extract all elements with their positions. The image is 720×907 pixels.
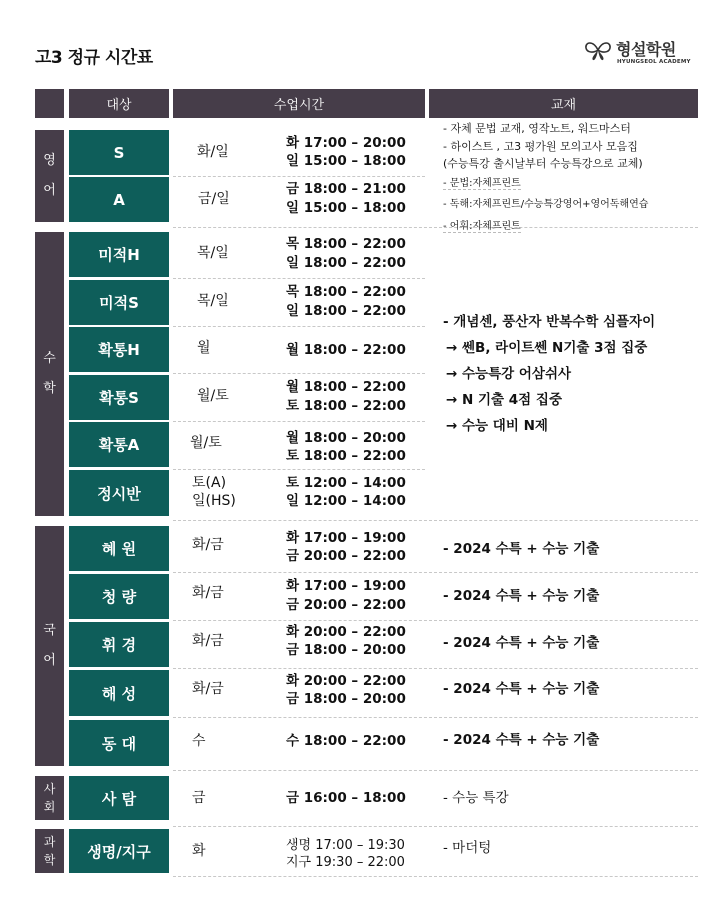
- group-label: 사: [43, 782, 56, 796]
- class-time: 금 18:00 – 21:00: [286, 181, 406, 197]
- row-divider: [173, 176, 425, 177]
- group-label: 회: [43, 800, 56, 814]
- subject-cell: A: [69, 177, 169, 222]
- class-time: 월 18:00 – 22:00: [286, 342, 406, 358]
- group-label: 과: [43, 835, 56, 849]
- subject-cell: 생명/지구: [69, 829, 169, 873]
- class-days: 화/금: [192, 681, 224, 697]
- row-divider: [173, 572, 698, 573]
- book-line: → 수능특강 어삼쉬사: [446, 366, 572, 382]
- class-days: 금: [192, 790, 206, 806]
- group-science: [35, 829, 64, 873]
- class-days-line: 토(A): [192, 475, 227, 491]
- book-line: (수능특강 출시날부터 수능특강으로 교체): [443, 157, 643, 170]
- subject-cell: 확통S: [69, 375, 169, 420]
- book-line: - 개념센, 풍산자 반복수학 심플자이: [443, 314, 656, 330]
- book-line: - 하이스트 , 고3 평가원 모의고사 모음집: [443, 140, 638, 153]
- class-days: 화: [192, 843, 206, 859]
- row-divider: [173, 826, 698, 827]
- header-book: 교재: [429, 89, 698, 118]
- class-days: 화/금: [192, 633, 224, 649]
- header-target: 대상: [69, 89, 169, 118]
- logo-subtitle: HYUNGSEOL ACADEMY: [617, 59, 691, 65]
- group-korean: [35, 526, 64, 766]
- class-time: 금 20:00 – 22:00: [286, 548, 406, 564]
- class-time: 토 12:00 – 14:00: [286, 475, 406, 491]
- class-time: 금 18:00 – 20:00: [286, 691, 406, 707]
- subject-cell: 해 성: [69, 670, 169, 716]
- book-line: - 자체 문법 교재, 영작노트, 워드마스터: [443, 122, 631, 135]
- class-days: 화/일: [197, 144, 229, 160]
- book-line: - 2024 수특 + 수능 기출: [443, 588, 600, 604]
- class-time: 일 15:00 – 18:00: [286, 153, 406, 169]
- row-divider: [173, 770, 698, 771]
- class-days: 월: [197, 340, 211, 356]
- class-time: 지구 19:30 – 22:00: [286, 855, 405, 870]
- class-time: 금 20:00 – 22:00: [286, 597, 406, 613]
- book-line: - 수능 특강: [443, 790, 509, 806]
- book-line: - 독해:자체프린트/수능특강영어+영어독해연습: [443, 199, 649, 210]
- book-line: - 2024 수특 + 수능 기출: [443, 635, 600, 651]
- row-divider: [173, 668, 698, 669]
- class-days: 월/토: [190, 435, 222, 451]
- row-divider: [173, 876, 698, 877]
- subject-cell: S: [69, 130, 169, 175]
- book-line: - 문법:자체프린트: [443, 178, 521, 189]
- subject-cell: 확통H: [69, 327, 169, 372]
- book-line: → 수능 대비 N제: [446, 418, 548, 434]
- book-line: - 어휘:자체프린트: [443, 221, 521, 232]
- class-days: 목/일: [197, 245, 229, 261]
- subject-cell: 정시반: [69, 470, 169, 516]
- class-time: 금 18:00 – 20:00: [286, 642, 406, 658]
- group-math: [35, 232, 64, 516]
- butterfly-icon: [583, 38, 613, 62]
- class-time: 생명 17:00 – 19:30: [286, 838, 405, 853]
- subject-cell: 미적S: [69, 280, 169, 325]
- class-time: 화 17:00 – 19:00: [286, 530, 406, 546]
- academy-logo: [583, 36, 693, 72]
- subject-cell: 혜 원: [69, 526, 169, 571]
- row-divider: [173, 421, 425, 422]
- subject-cell: 청 량: [69, 574, 169, 619]
- row-divider: [173, 620, 698, 621]
- class-days: 월/토: [197, 388, 229, 404]
- class-days: 목/일: [197, 293, 229, 309]
- row-divider: [173, 373, 425, 374]
- header-time: 수업시간: [173, 89, 425, 118]
- class-time: 일 12:00 – 14:00: [286, 493, 406, 509]
- book-line: - 2024 수특 + 수능 기출: [443, 732, 600, 748]
- group-label: 학: [43, 853, 56, 867]
- class-time: 수 18:00 – 22:00: [286, 733, 406, 749]
- class-time: 일 18:00 – 22:00: [286, 303, 406, 319]
- class-days-line: 일(HS): [192, 493, 236, 509]
- class-time: 일 15:00 – 18:00: [286, 200, 406, 216]
- group-social: [35, 776, 64, 820]
- group-label: 어: [43, 183, 56, 198]
- group-label: 국: [43, 623, 56, 638]
- class-time: 화 20:00 – 22:00: [286, 673, 406, 689]
- class-time: 월 18:00 – 22:00: [286, 379, 406, 395]
- subject-cell: 동 대: [69, 720, 169, 766]
- header-blank: [35, 89, 64, 118]
- subject-cell: 휘 경: [69, 622, 169, 667]
- class-time: 목 18:00 – 22:00: [286, 284, 406, 300]
- class-days: 화/금: [192, 585, 224, 601]
- class-time: 화 17:00 – 20:00: [286, 135, 406, 151]
- row-divider: [173, 326, 425, 327]
- row-divider: [173, 469, 425, 470]
- group-label: 학: [43, 381, 56, 396]
- group-label: 영: [43, 153, 56, 168]
- group-english: [35, 130, 64, 222]
- class-days: 화/금: [192, 537, 224, 553]
- row-divider: [173, 717, 698, 718]
- class-time: 금 16:00 – 18:00: [286, 790, 406, 806]
- subject-cell: 확통A: [69, 422, 169, 467]
- group-label: 어: [43, 653, 56, 668]
- class-days: 금/일: [198, 191, 230, 207]
- group-label: 수: [43, 351, 56, 366]
- book-line: → N 기출 4점 집중: [446, 392, 563, 408]
- class-time: 일 18:00 – 22:00: [286, 255, 406, 271]
- logo-name: 형설학원: [616, 40, 676, 59]
- book-line: → 쎈B, 라이트쎈 N기출 3점 집중: [446, 340, 648, 356]
- book-line: - 2024 수특 + 수능 기출: [443, 681, 600, 697]
- class-time: 화 17:00 – 19:00: [286, 578, 406, 594]
- row-divider: [173, 520, 698, 521]
- class-time: 목 18:00 – 22:00: [286, 236, 406, 252]
- row-divider: [173, 278, 425, 279]
- class-time: 토 18:00 – 22:00: [286, 448, 406, 464]
- class-time: 토 18:00 – 22:00: [286, 398, 406, 414]
- book-line: - 2024 수특 + 수능 기출: [443, 541, 600, 557]
- page-title: 고3 정규 시간표: [35, 48, 153, 68]
- row-divider: [173, 227, 698, 228]
- class-time: 화 20:00 – 22:00: [286, 624, 406, 640]
- subject-cell: 미적H: [69, 232, 169, 277]
- subject-cell: 사 탐: [69, 776, 169, 820]
- class-days: 수: [192, 733, 206, 749]
- class-time: 월 18:00 – 20:00: [286, 430, 406, 446]
- book-line: - 마더텅: [443, 840, 492, 856]
